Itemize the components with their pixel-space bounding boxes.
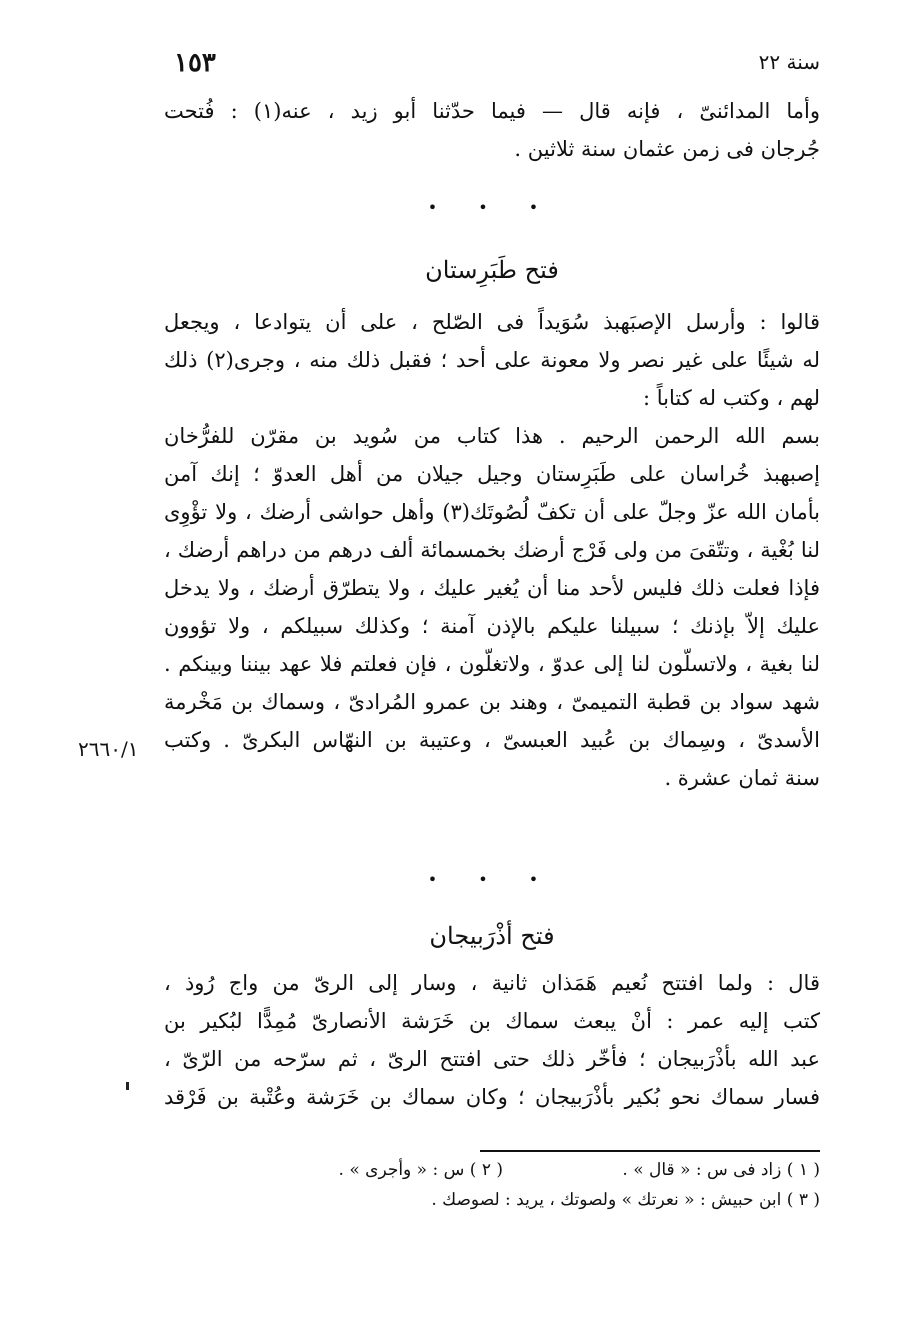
text-line: سنة ثمان عشرة . — [664, 766, 820, 790]
scan-mark — [126, 1082, 129, 1090]
text-line: عبد الله بأذْرَبيجان ؛ فأخّر ذلك حتى افتتح الرىّ ، ثم سرّحه من الرّىّ ، — [164, 1047, 820, 1071]
text-line: فسار سماك نحو بُكير بأذْرَبيجان ؛ وكان سماك بن خَرَشة وعُتْبة بن فَرْقد — [164, 1085, 820, 1109]
running-title: سنة ٢٢ — [758, 50, 820, 74]
footnote-3: ( ٣ ) ابن حبيش : « نعرتك » ولصوتك ، يريد : لصوصك . — [431, 1190, 820, 1210]
section-body — [164, 303, 820, 797]
page-header — [168, 48, 820, 82]
text-line: لنا بغية ، ولاتسلّون لنا إلى عدوّ ، ولاتغلّون ، فإن فعلتم فلا عهد بيننا وبينكم . — [164, 652, 820, 676]
text-line: لنا بُغْية ، وتتّقىَ من ولى فَرْج أرضك بخمسمائة ألف درهم من دراهم أرضك ، — [164, 538, 820, 562]
page-number: ١٥٣ — [174, 48, 216, 78]
text-line: فإذا فعلت ذلك فليس لأحد منا أن يُغير عليك ، ولا يتطرّق أرضك ، ولا يدخل — [164, 576, 820, 600]
text-line: بأمان الله عزّ وجلّ على أن تكفّ لُصُوتَك(٣) وأهل حواشى أرضك ، ولا تؤْوِى — [164, 500, 820, 524]
text-line: لهم ، وكتب له كتاباً : — [642, 386, 820, 410]
text-line: بسم الله الرحمن الرحيم . هذا كتاب من سُويد بن مقرّن للفرُّخان — [164, 424, 820, 448]
text-line: إصبهبذ خُراسان على طَبَرِستان وجيل جيلان من أهل العدوّ ؛ إنك آمن — [164, 462, 820, 486]
section-title: فتح أذْرَبيجان — [429, 922, 555, 950]
text-line: قالوا : وأرسل الإصبَهبذ سُوَيداً فى الصّلح ، على أن يتوادعا ، ويجعل — [164, 310, 820, 334]
section-separator: • • • — [427, 198, 557, 217]
text-line: له شيئًا على غير نصر ولا معونة على أحد ؛ فقبل ذلك منه ، وجرى(٢) ذلك — [164, 348, 820, 372]
text-line: شهد سواد بن قطبة التميمىّ ، وهند بن عمرو المُرادىّ ، وسماك بن مَخْرمة — [164, 690, 820, 714]
footnote-rule — [480, 1150, 820, 1152]
text-line: وأما المدائنىّ ، فإنه قال — فيما حدّثنا أبو زيد ، عنه(١) : فُتحت — [164, 99, 820, 123]
text-line: قال : ولما افتتح نُعيم هَمَذان ثانية ، وسار إلى الرىّ من واج رُوذ ، — [164, 971, 820, 995]
text-line: عليك إلاّ بإذنك ؛ سبيلنا عليكم بالإذن آمنة ؛ وكذلك سبيلكم ، ولا تؤوون — [164, 614, 820, 638]
margin-reference: ٢٦٦٠/١ — [78, 737, 139, 761]
section-separator: • • • — [427, 870, 557, 889]
section-title: فتح طَبَرِستان — [425, 256, 559, 284]
footnote-1: ( ١ ) زاد فى س : « قال » . — [622, 1160, 820, 1180]
section-body — [164, 964, 820, 1116]
text-line: كتب إليه عمر : أنْ يبعث سماك بن خَرَشة الأنصارىّ مُمِدًّا لبُكير بن — [164, 1009, 820, 1033]
intro-paragraph — [164, 92, 820, 168]
footnote-2: ( ٢ ) س : « وأجرى » . — [338, 1160, 503, 1180]
text-line: الأسدىّ ، وسِماك بن عُبيد العبسىّ ، وعتيبة بن النهّاس البكرىّ . وكتب — [164, 728, 820, 752]
text-line: جُرجان فى زمن عثمان سنة ثلاثين . — [514, 137, 820, 161]
